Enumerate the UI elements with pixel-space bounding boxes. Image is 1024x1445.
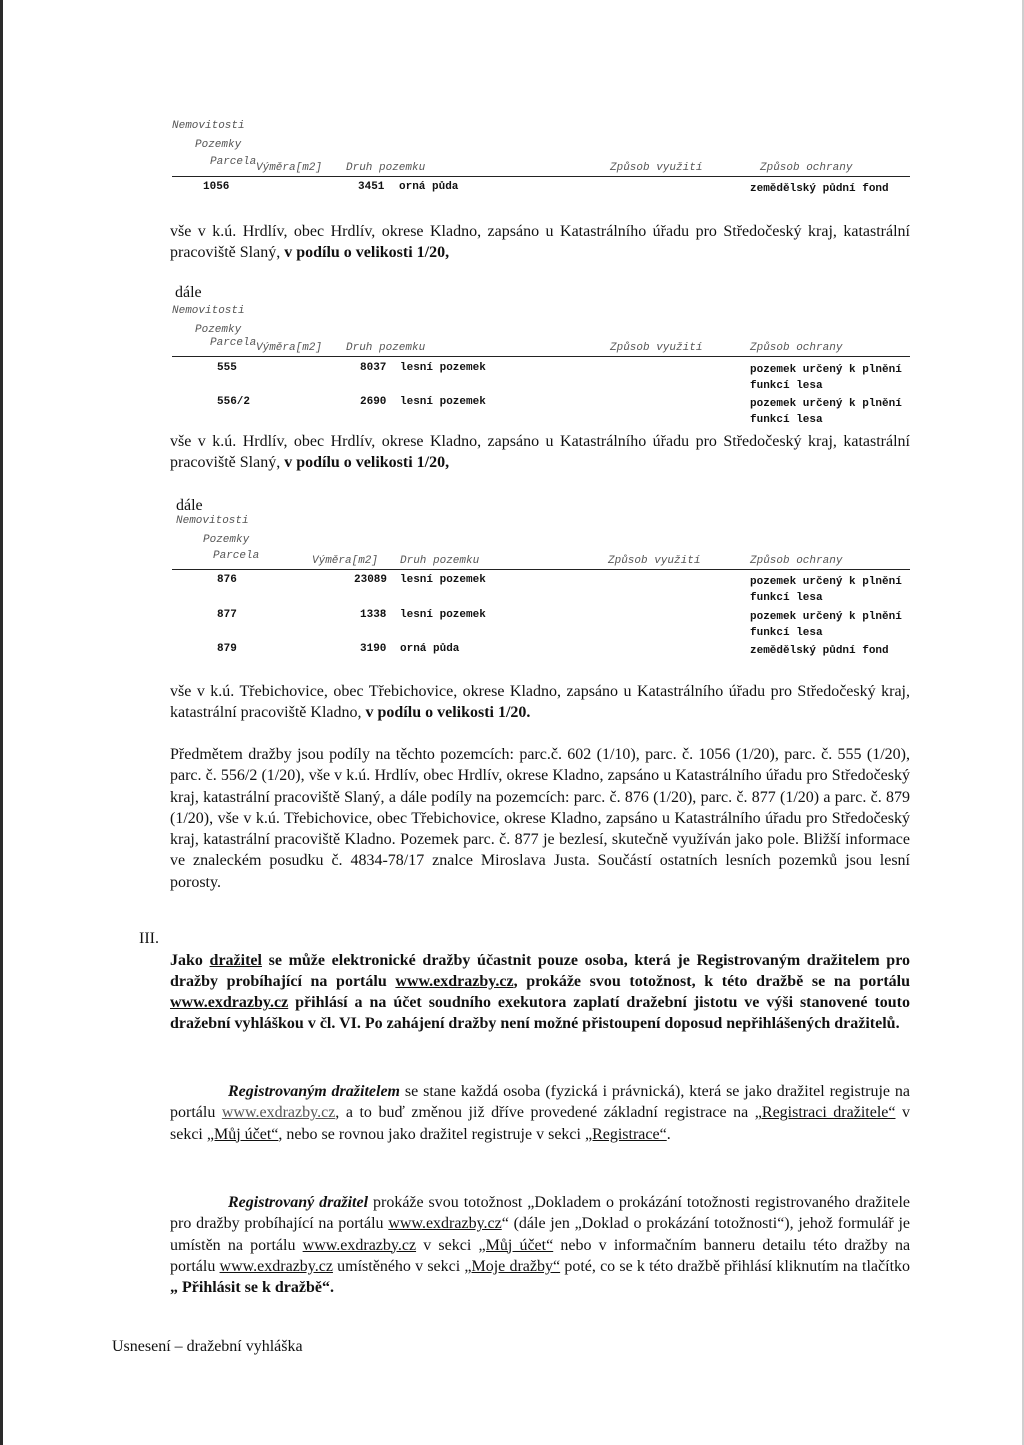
header-type: Druh pozemku xyxy=(346,342,426,354)
header-protection: Způsob ochrany xyxy=(750,555,843,567)
header-protection: Způsob ochrany xyxy=(750,342,843,354)
muj-ucet-link[interactable]: „Můj účet“ xyxy=(206,1125,279,1143)
header-type: Druh pozemku xyxy=(400,555,480,567)
cell-parcel: 876 xyxy=(217,574,237,586)
header-type: Druh pozemku xyxy=(346,162,426,174)
header-parcel: Parcela xyxy=(213,550,260,562)
registrace-link[interactable]: „Registrace“ xyxy=(584,1125,667,1143)
cell-area: 2690 xyxy=(360,396,387,408)
parcel-table-1 xyxy=(170,112,910,212)
paragraph-subject: Předmětem dražby jsou podíly na těchto pozemcích: parc.č. 602 (1/10), parc. č. 1056 (1/20), parc. č. 555 (1/20), parc. č. 556/2 (1/20), vše v k.ú. Hrdlív, obec Hrdlív, okrese Kladno, zapsáno u Katastrálního úřadu pro Středočeský kraj, katastrální pracoviště Slaný, a dále podíly na pozemcích: parc. č. 876 (1/20), parc. č. 877 (1/20) a parc. č. 879 (1/20), vše v k.ú. Třebichovice, obec Třebichovice, okrese Kladno, zapsáno u Katastrálního úřadu pro Středočeský kraj, katastrální pracoviště Kladno. Pozemek parc. č. 877 je bezlesí, skutečně využíván jako pole. Bližší informace ve znaleckém posudku č. 4834-78/17 znalce Miroslava Justa. Součástí ostatních lesních pozemků jsou lesní porosty. xyxy=(170,746,910,891)
cell-area: 8037 xyxy=(360,362,387,374)
table-rule xyxy=(172,569,910,570)
header-parcel: Parcela xyxy=(210,337,257,349)
cell-parcel: 555 xyxy=(217,362,237,374)
paragraph-registration: Registrovaným dražitelem se stane každá osoba (fyzická i právnická), která se jako dražitel registruje na portálu www.exdrazby.cz, a to buď změnou již dříve provedené základní registrace na „Registraci dražitele“ v sekci „Můj účet“, nebo se rovnou jako dražitel registruje v sekci „Registrace“. xyxy=(170,1083,911,1143)
cell-type: orná půda xyxy=(400,643,460,655)
cell-parcel: 877 xyxy=(217,609,237,621)
paragraph-2: vše v k.ú. Hrdlív, obec Hrdlív, okrese Kladno, zapsáno u Katastrálního úřadu pro Středočeský kraj, katastrální pracoviště Slaný, v podílu o velikosti 1/20, xyxy=(170,433,910,471)
header-subsection: Pozemky xyxy=(195,324,242,336)
cell-type: lesní pozemek xyxy=(400,396,486,408)
cell-area: 3190 xyxy=(360,643,387,655)
header-subsection: Pozemky xyxy=(203,534,250,546)
header-area: Výměra[m2] xyxy=(256,162,323,174)
paragraph-3: vše v k.ú. Třebichovice, obec Třebichovice, okrese Kladno, zapsáno u Katastrálního úřadu pro Středočeský kraj, katastrální pracoviště Kladno, v podílu o velikosti 1/20. xyxy=(170,683,910,721)
page-footer: Usnesení – dražební vyhláška xyxy=(112,1338,303,1355)
section-3-text: Jako dražitel se může elektronické dražby účastnit pouze osoba, která je Registrovaným dražitelem pro dražby probíhající na portálu www.exdrazby.cz, prokáže svou totožnost, k této dražbě se na portálu www.exdrazby.cz přihlásí a na účet soudního exekutora zaplatí dražební jistotu ve výši stanovené touto dražební vyhláškou v čl. VI. Po zahájení dražby není možné přistoupení doposud nepřihlášených dražitelů. xyxy=(170,952,911,1032)
exdrazby-link[interactable]: www.exdrazby.cz xyxy=(170,994,289,1011)
cell-protection: zemědělský půdní fond xyxy=(750,645,889,657)
table-rule xyxy=(172,176,910,177)
cell-parcel: 556/2 xyxy=(217,396,251,408)
cell-protection: pozemek určený k plnění funkcí lesa xyxy=(750,576,902,604)
cell-area: 3451 xyxy=(358,181,385,193)
cell-area: 1338 xyxy=(360,609,387,621)
paragraph-1: vše v k.ú. Hrdlív, obec Hrdlív, okrese Kladno, zapsáno u Katastrálního úřadu pro Středočeský kraj, katastrální pracoviště Slaný, v podílu o velikosti 1/20, xyxy=(170,223,910,261)
cell-protection: zemědělský půdní fond xyxy=(750,183,889,195)
header-usage: Způsob využití xyxy=(610,342,703,354)
paragraph-identity: Registrovaný dražitel prokáže svou totožnost „Dokladem o prokázání totožnosti registrovaného dražitele pro dražby probíhající na portálu www.exdrazby.cz“ (dále jen „Doklad o prokázání totožnosti“), jehož formulář je umístěn na portálu www.exdrazby.cz v sekci „Můj účet“ nebo v informačním banneru detailu této dražby na portálu www.exdrazby.cz umístěného v sekci „Moje dražby“ poté, co se k této dražbě přihlásí kliknutím na tlačítko „ Přihlásit se k dražbě“. xyxy=(170,1194,911,1297)
header-protection: Způsob ochrany xyxy=(760,162,853,174)
header-usage: Způsob využití xyxy=(610,162,703,174)
exdrazby-link[interactable]: www.exdrazby.cz xyxy=(221,1104,336,1122)
header-usage: Způsob využití xyxy=(608,555,701,567)
moje-drazby-link[interactable]: „Moje dražby“ xyxy=(464,1257,561,1275)
header-section: Nemovitosti xyxy=(172,120,245,132)
cell-protection: pozemek určený k plnění funkcí lesa xyxy=(750,611,902,639)
header-section: Nemovitosti xyxy=(176,515,249,527)
table-rule xyxy=(172,356,910,357)
cell-parcel: 1056 xyxy=(203,181,230,193)
exdrazby-link[interactable]: www.exdrazby.cz xyxy=(388,1215,502,1233)
prihlasit-button-text: „ Přihlásit se k dražbě“. xyxy=(170,1279,334,1297)
header-subsection: Pozemky xyxy=(195,139,242,151)
header-parcel: Parcela xyxy=(210,156,257,168)
cell-type: lesní pozemek xyxy=(400,362,486,374)
cell-area: 23089 xyxy=(354,574,388,586)
cell-parcel: 879 xyxy=(217,643,237,655)
dale-label: dále xyxy=(176,497,203,514)
cell-type: lesní pozemek xyxy=(400,574,486,586)
parcel-table-2 xyxy=(170,297,910,427)
cell-type: lesní pozemek xyxy=(400,609,486,621)
muj-ucet-link[interactable]: „Můj účet“ xyxy=(478,1236,554,1254)
exdrazby-link[interactable]: www.exdrazby.cz xyxy=(302,1236,417,1254)
section-number: III. xyxy=(139,930,159,947)
header-area: Výměra[m2] xyxy=(256,342,323,354)
cell-protection: pozemek určený k plnění funkcí lesa xyxy=(750,398,902,426)
dale-label: dále xyxy=(175,284,202,301)
parcel-table-3 xyxy=(170,510,910,680)
registrace-dražitele-link[interactable]: „Registraci dražitele“ xyxy=(754,1104,896,1122)
header-area: Výměra[m2] xyxy=(312,555,379,567)
exdrazby-link[interactable]: www.exdrazby.cz xyxy=(219,1257,333,1275)
page-edge xyxy=(0,0,3,1445)
cell-type: orná půda xyxy=(399,181,459,193)
cell-protection: pozemek určený k plnění funkcí lesa xyxy=(750,364,902,392)
exdrazby-link[interactable]: www.exdrazby.cz xyxy=(395,973,514,990)
header-section: Nemovitosti xyxy=(172,305,245,317)
